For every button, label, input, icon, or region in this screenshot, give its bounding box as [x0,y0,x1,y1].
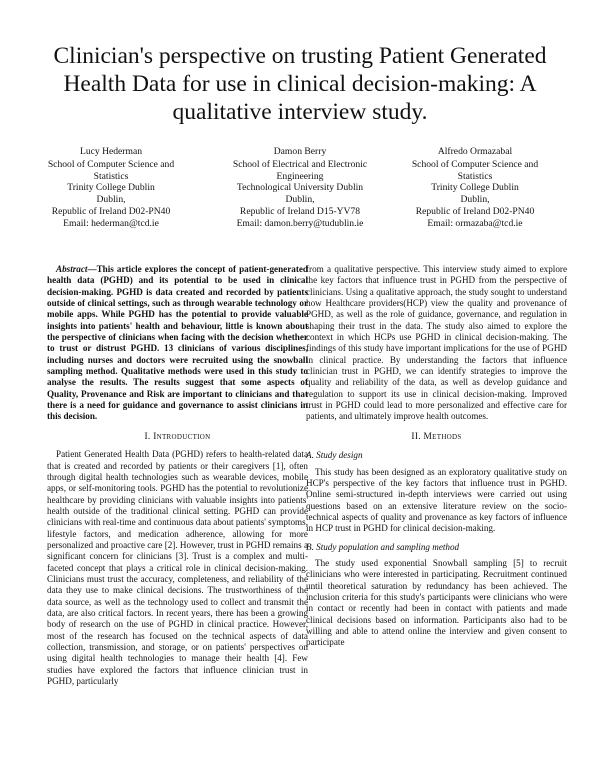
right-column [306,264,567,649]
author-affiliation-line: Republic of Ireland D02-PN40 [51,205,171,217]
author-affiliation-line: Dublin, [96,194,126,206]
author-name: Damon Berry [273,146,327,157]
author-email: Email: damon.berry@tudublin.ie [236,217,364,229]
author-affiliation-line: Statistics [457,170,493,182]
author-affiliation-line: Engineering [276,170,324,182]
left-column [47,264,308,687]
intro-paragraph: Patient Generated Health Data (PGHD) refers to health-related data that is created and recorded by patients or their caregivers [1], often through digital health technologies such as wearable devices, mobile apps, or self-monitoring tools. PGHD has the potential to revolutionize healthcare by providing clinicians with valuable insights into patients' health outside of the traditional clinical setting. PGHD can provide clinicians with real-time and continuous data about patients' symptoms, lifestyle factors, and medication adherence, allowing for more personalized and proactive care [2]. However, trust in PGHD remains a significant concern for clinicians [3]. Trust is a complex and multi-faceted concept that plays a critical role in clinical decision-making. Clinicians must trust the accuracy, completeness, and reliability of the data they use to make clinical decisions. The trustworthiness of the data source, as well as the technology used to collect and transmit the data, are also critical factors. In recent years, there has been a growing body of research on the use of PGHD in clinical practice. However, most of the research has focused on the technical aspects of data collection, transmission, and storage, or on patients' perspectives on using digital health technologies to manage their health [4]. Few studies have explored the factors that influence clinician trust in PGHD, particularly [47,449,308,687]
author-name: Alfredo Ormazabal [437,146,513,157]
author-3 [386,146,564,230]
author-name: Lucy Hederman [79,146,143,157]
abstract: Abstract—This article explores the concept of patient-generated health data (PGHD) and its potential to be used in clinical decision-making. PGHD is data created and recorded by patients outside of clinical settings, such as through wearable technology or mobile apps. While PGHD has the potential to provide valuable insights into patients' health and behaviour, little is known about the perspective of clinicians when facing with the decision whether to trust or distrust PGHD. 13 clinicians of various disciplines, including nurses and doctors were recruited using the snowball sampling method. Qualitative methods were used in this study to analyse the results. The results suggest that some aspects of Quality, Provenance and Risk are important to clinicians and that there is a need for guidance and governance to assist clinicians in this decision. [47,264,308,422]
population-paragraph: The study used exponential Snowball sampling [5] to recruit clinicians who were interested in participating. Recruitment continued until theoretical saturation by redundancy has been achieved. The inclusion criteria for this study's participants were clinicians who were in contact or recently had been in contact with patients and made clinical decisions based on information. Participants also had to be willing and able to attend online the interview and given consent to participate [306,557,567,648]
author-affiliation-line: Republic of Ireland D02-PN40 [415,205,535,217]
author-1 [22,146,200,230]
author-2 [211,146,389,230]
abstract-lead: Abstract [56,264,88,274]
subsection-heading-study-design: A. Study design [306,450,363,461]
author-affiliation-line: Technological University Dublin [236,182,364,194]
author-affiliation-line: School of Computer Science and [411,158,539,170]
author-affiliation-line: School of Electrical and Electronic [232,158,368,170]
author-affiliation-line: Republic of Ireland D15-YV78 [239,205,361,217]
author-affiliation-line: School of Computer Science and [47,158,175,170]
abstract-text: This article explores the concept of patient-generated health data (PGHD) and its potential to be used in clinical decision-making. PGHD is data created and recorded by patients outside of clinical settings, such as through wearable technology or mobile apps. While PGHD has the potential to provide valuable insights into patients' health and behaviour, little is known about the perspective of clinicians when facing with the decision whether to trust or distrust PGHD. 13 clinicians of various disciplines, including nurses and doctors were recruited using the snowball sampling method. Qualitative methods were used in this study to analyse the results. The results suggest that some aspects of Quality, Provenance and Risk are important to clinicians and that there is a need for guidance and governance to assist clinicians in this decision. [47,264,308,422]
section-heading-methods: II. Methods [411,431,462,442]
author-affiliation-line: Trinity College Dublin [431,182,519,194]
author-affiliation-line: Dublin, [460,194,490,206]
section-heading-introduction: I. Introduction [144,431,211,442]
author-email: Email: ormazaba@tcd.ie [427,217,523,229]
study-design-paragraph: This study has been designed as an exploratory qualitative study on HCP's perspective of the key factors that influence trust in PGHD. Online semi-structured in-depth interviews were carried out using questions based on an extensive literature review on the socio-technical aspects of quality and provenance as key factors of influence in HCP trust in PGHD for clinical decision-making. [306,466,567,534]
paper-title: Clinician's perspective on trusting Patient Generated Health Data for use in clinical decision-making: A qualitative interview study. [53,43,547,125]
author-block [40,146,560,236]
author-affiliation-line: Dublin, [285,194,315,206]
intro-paragraph-continued: from a qualitative perspective. This interview study aimed to explore the key factors that influence trust in PGHD from the perspective of clinicians. Using a qualitative approach, the study sought to understand how Healthcare providers(HCP) view the quality and provenance of PGHD, as well as the role of guidance, governance, and regulation in shaping their trust in the data. The study also aimed to explore the context in which HCPs use PGHD in clinical decision-making. The findings of this study have important implications for the use of PGHD in clinical practice. By understanding the factors that influence clinician trust in PGHD, we can identify strategies to improve the quality and reliability of the data, as well as develop guidance and regulation to support its use in clinical decision-making. Improved trust in PGHD could lead to more personalized and effective care for patients, and ultimately improve health outcomes. [306,264,567,422]
author-email: Email: hederman@tcd.ie [63,217,159,229]
subsection-heading-population: B. Study population and sampling method [306,541,460,552]
author-affiliation-line: Statistics [93,170,129,182]
author-affiliation-line: Trinity College Dublin [67,182,155,194]
